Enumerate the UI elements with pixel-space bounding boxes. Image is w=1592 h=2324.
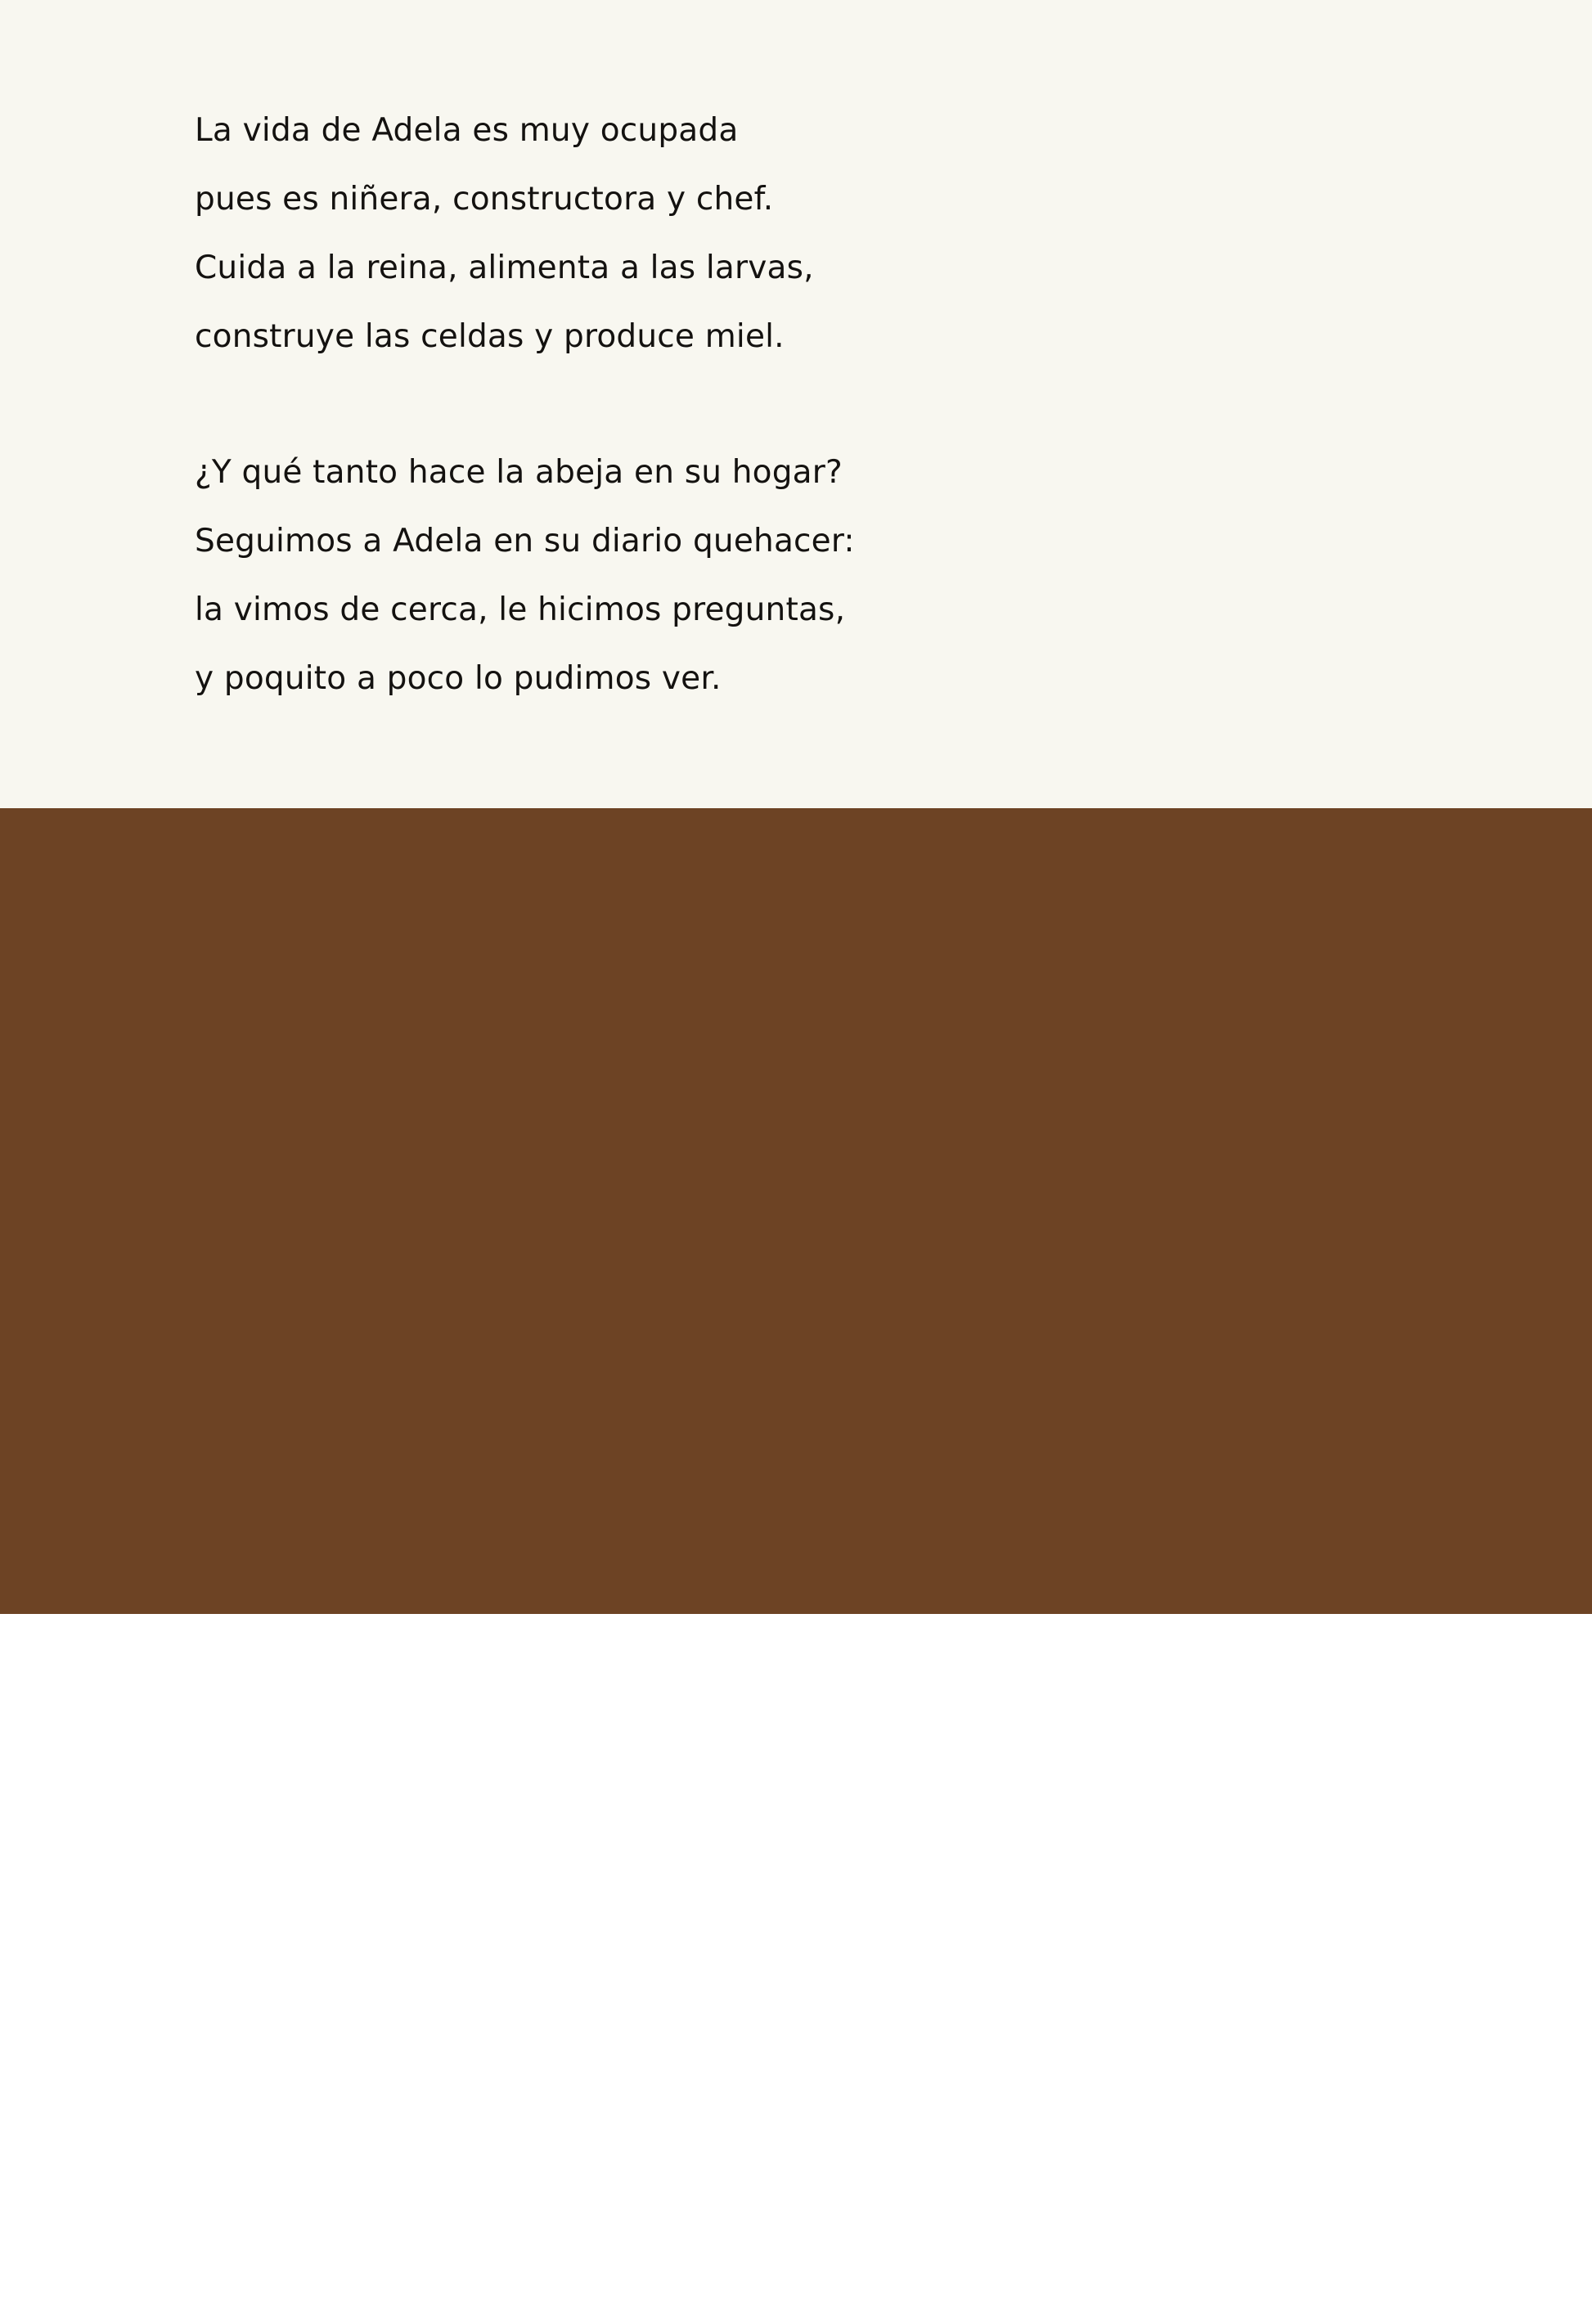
english-stanza-1: [515, 1706, 1434, 1981]
spanish-stanza-1-line-4: construye las celdas y produce miel.: [195, 318, 785, 355]
english-stanza-1-line-1: Adela’s workday can get very busy: [869, 1722, 1434, 1759]
spanish-stanza-2-line-3: la vimos de cerca, le hicimos preguntas,: [195, 591, 846, 628]
english-stanza-2-line-3: we saw all her movements, we asked her some questions,: [492, 2202, 1434, 2239]
spanish-stanza-2-line-2: Seguimos a Adela en su diario quehacer:: [195, 523, 855, 560]
english-stanza-1-line-4: she builds cells for honey and guards them from thieves.: [515, 1928, 1434, 1965]
english-stanza-1-line-3: She nurtures the larvae, she pampers the queen bee,: [568, 1859, 1434, 1896]
english-stanza-2-line-1: But what is Adela doing at home?: [891, 2065, 1434, 2101]
spanish-stanza-1-line-3: Cuida a la reina, alimenta a las larvas,: [195, 249, 814, 286]
spanish-stanza-2: [195, 438, 855, 713]
english-stanza-2: [492, 2049, 1434, 2324]
english-stanza-1-line-2: since she is a nanny, a maid, and a chef.: [776, 1791, 1434, 1827]
spanish-text-panel: [0, 0, 1592, 808]
english-stanza-2-line-4: and slowly but surely, this is what we’ve seen.: [684, 2271, 1434, 2308]
english-text-panel: [0, 808, 1592, 2308]
spanish-stanza-1-line-2: pues es niñera, constructora y chef.: [195, 181, 774, 218]
english-stanza-2-line-2: We followed her closely in her daily routine:: [726, 2133, 1434, 2170]
spanish-stanza-1-line-1: La vida de Adela es muy ocupada: [195, 112, 739, 149]
spanish-stanza-2-line-4: y poquito a poco lo pudimos ver.: [195, 660, 722, 697]
spanish-stanza-2-line-1: ¿Y qué tanto hace la abeja en su hogar?: [195, 454, 843, 491]
spanish-stanza-1: [195, 97, 814, 371]
